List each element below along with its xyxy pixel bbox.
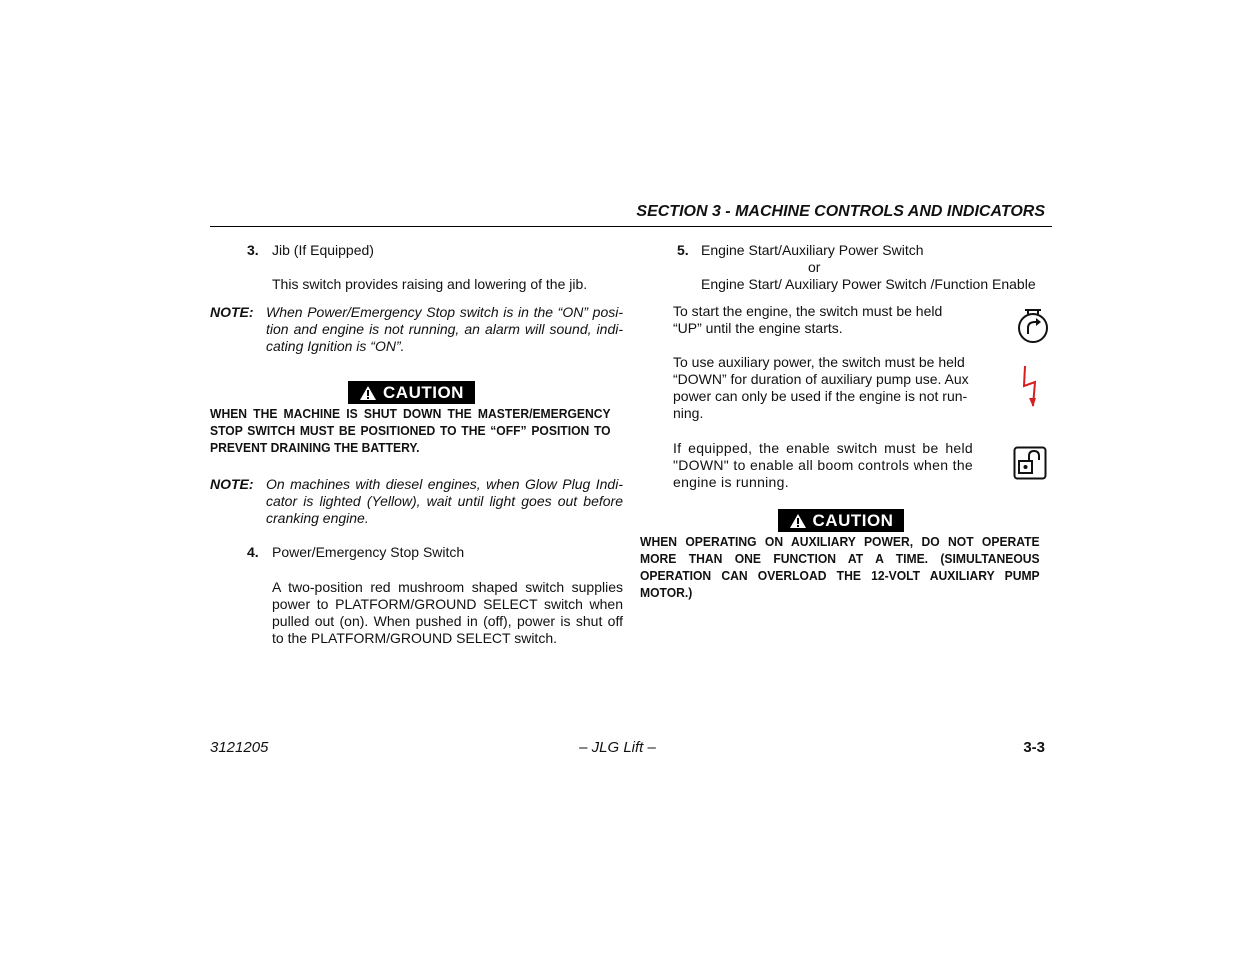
document-number: 3121205 [210,739,269,756]
note-2-text: On machines with diesel engines, when Glow Plug Indi- cator is lighted (Yellow), wait until light goes out before cranking engine. [266,476,623,526]
item-3-title: Jib (If Equipped) [272,242,374,258]
warning-triangle-icon [789,513,807,529]
item-5-or: or [808,259,821,275]
engine-start-text: To start the engine, the switch must be held “UP” until the engine starts. [673,303,943,336]
engine-start-icon [1016,307,1050,345]
item-3-body: This switch provides raising and lowering of the jib. [272,276,588,292]
unlock-icon [1013,446,1047,480]
item-5-title: Engine Start/Auxiliary Power Switch [701,242,924,258]
note-1-text: When Power/Emergency Stop switch is in the “ON” posi- tion and engine is not running, an alarm will sound, indi- cating Ignition is “ON”. [266,304,623,354]
footer-center: – JLG Lift – [579,739,656,756]
caution-label-1: CAUTION [383,383,464,402]
caution-badge-2 [778,509,904,532]
note-1-label: NOTE: [210,304,254,320]
page-title: SECTION 3 - MACHINE CONTROLS AND INDICATORS [636,203,1045,220]
caution-badge-1 [348,381,475,404]
aux-power-text: To use auxiliary power, the switch must be held “DOWN” for duration of auxiliary pump use. Aux power can only be used if the engine is not run- ning. [673,354,969,421]
lightning-bolt-icon [1019,364,1041,408]
note-2-label: NOTE: [210,476,254,492]
item-3-number: 3. [247,242,259,258]
warning-triangle-icon [359,385,377,401]
item-4-title: Power/Emergency Stop Switch [272,544,465,560]
page-number: 3-3 [1023,739,1045,756]
function-enable-text: If equipped, the enable switch must be held "DOWN" to enable all boom controls when the engine is running. [673,440,973,490]
caution-text-2: WHEN OPERATING ON AUXILIARY POWER, DO NOT OPERATE MORE THAN ONE FUNCTION AT A TIME. (SIMULTANEOUS OPERATION CAN OVERLOAD THE 12-VOLT AUXILIARY PUMP MOTOR.) [640,535,1040,600]
caution-label-2: CAUTION [812,511,894,530]
item-4-body: A two-position red mushroom shaped switch supplies power to PLATFORM/GROUND SELECT switch when pulled out (on). When pushed in (off), power is shut off to the PLATFORM/GROUND SELECT switch. [272,579,623,646]
item-5-alt-title: Engine Start/ Auxiliary Power Switch /Function Enable [701,276,1036,292]
header-divider [210,226,1052,227]
caution-text-1: WHEN THE MACHINE IS SHUT DOWN THE MASTER/EMERGENCY STOP SWITCH MUST BE POSITIONED TO THE “OFF” POSITION TO PREVENT DRAINING THE BATTERY. [210,407,611,455]
item-5-number: 5. [677,242,689,258]
item-4-number: 4. [247,544,259,560]
